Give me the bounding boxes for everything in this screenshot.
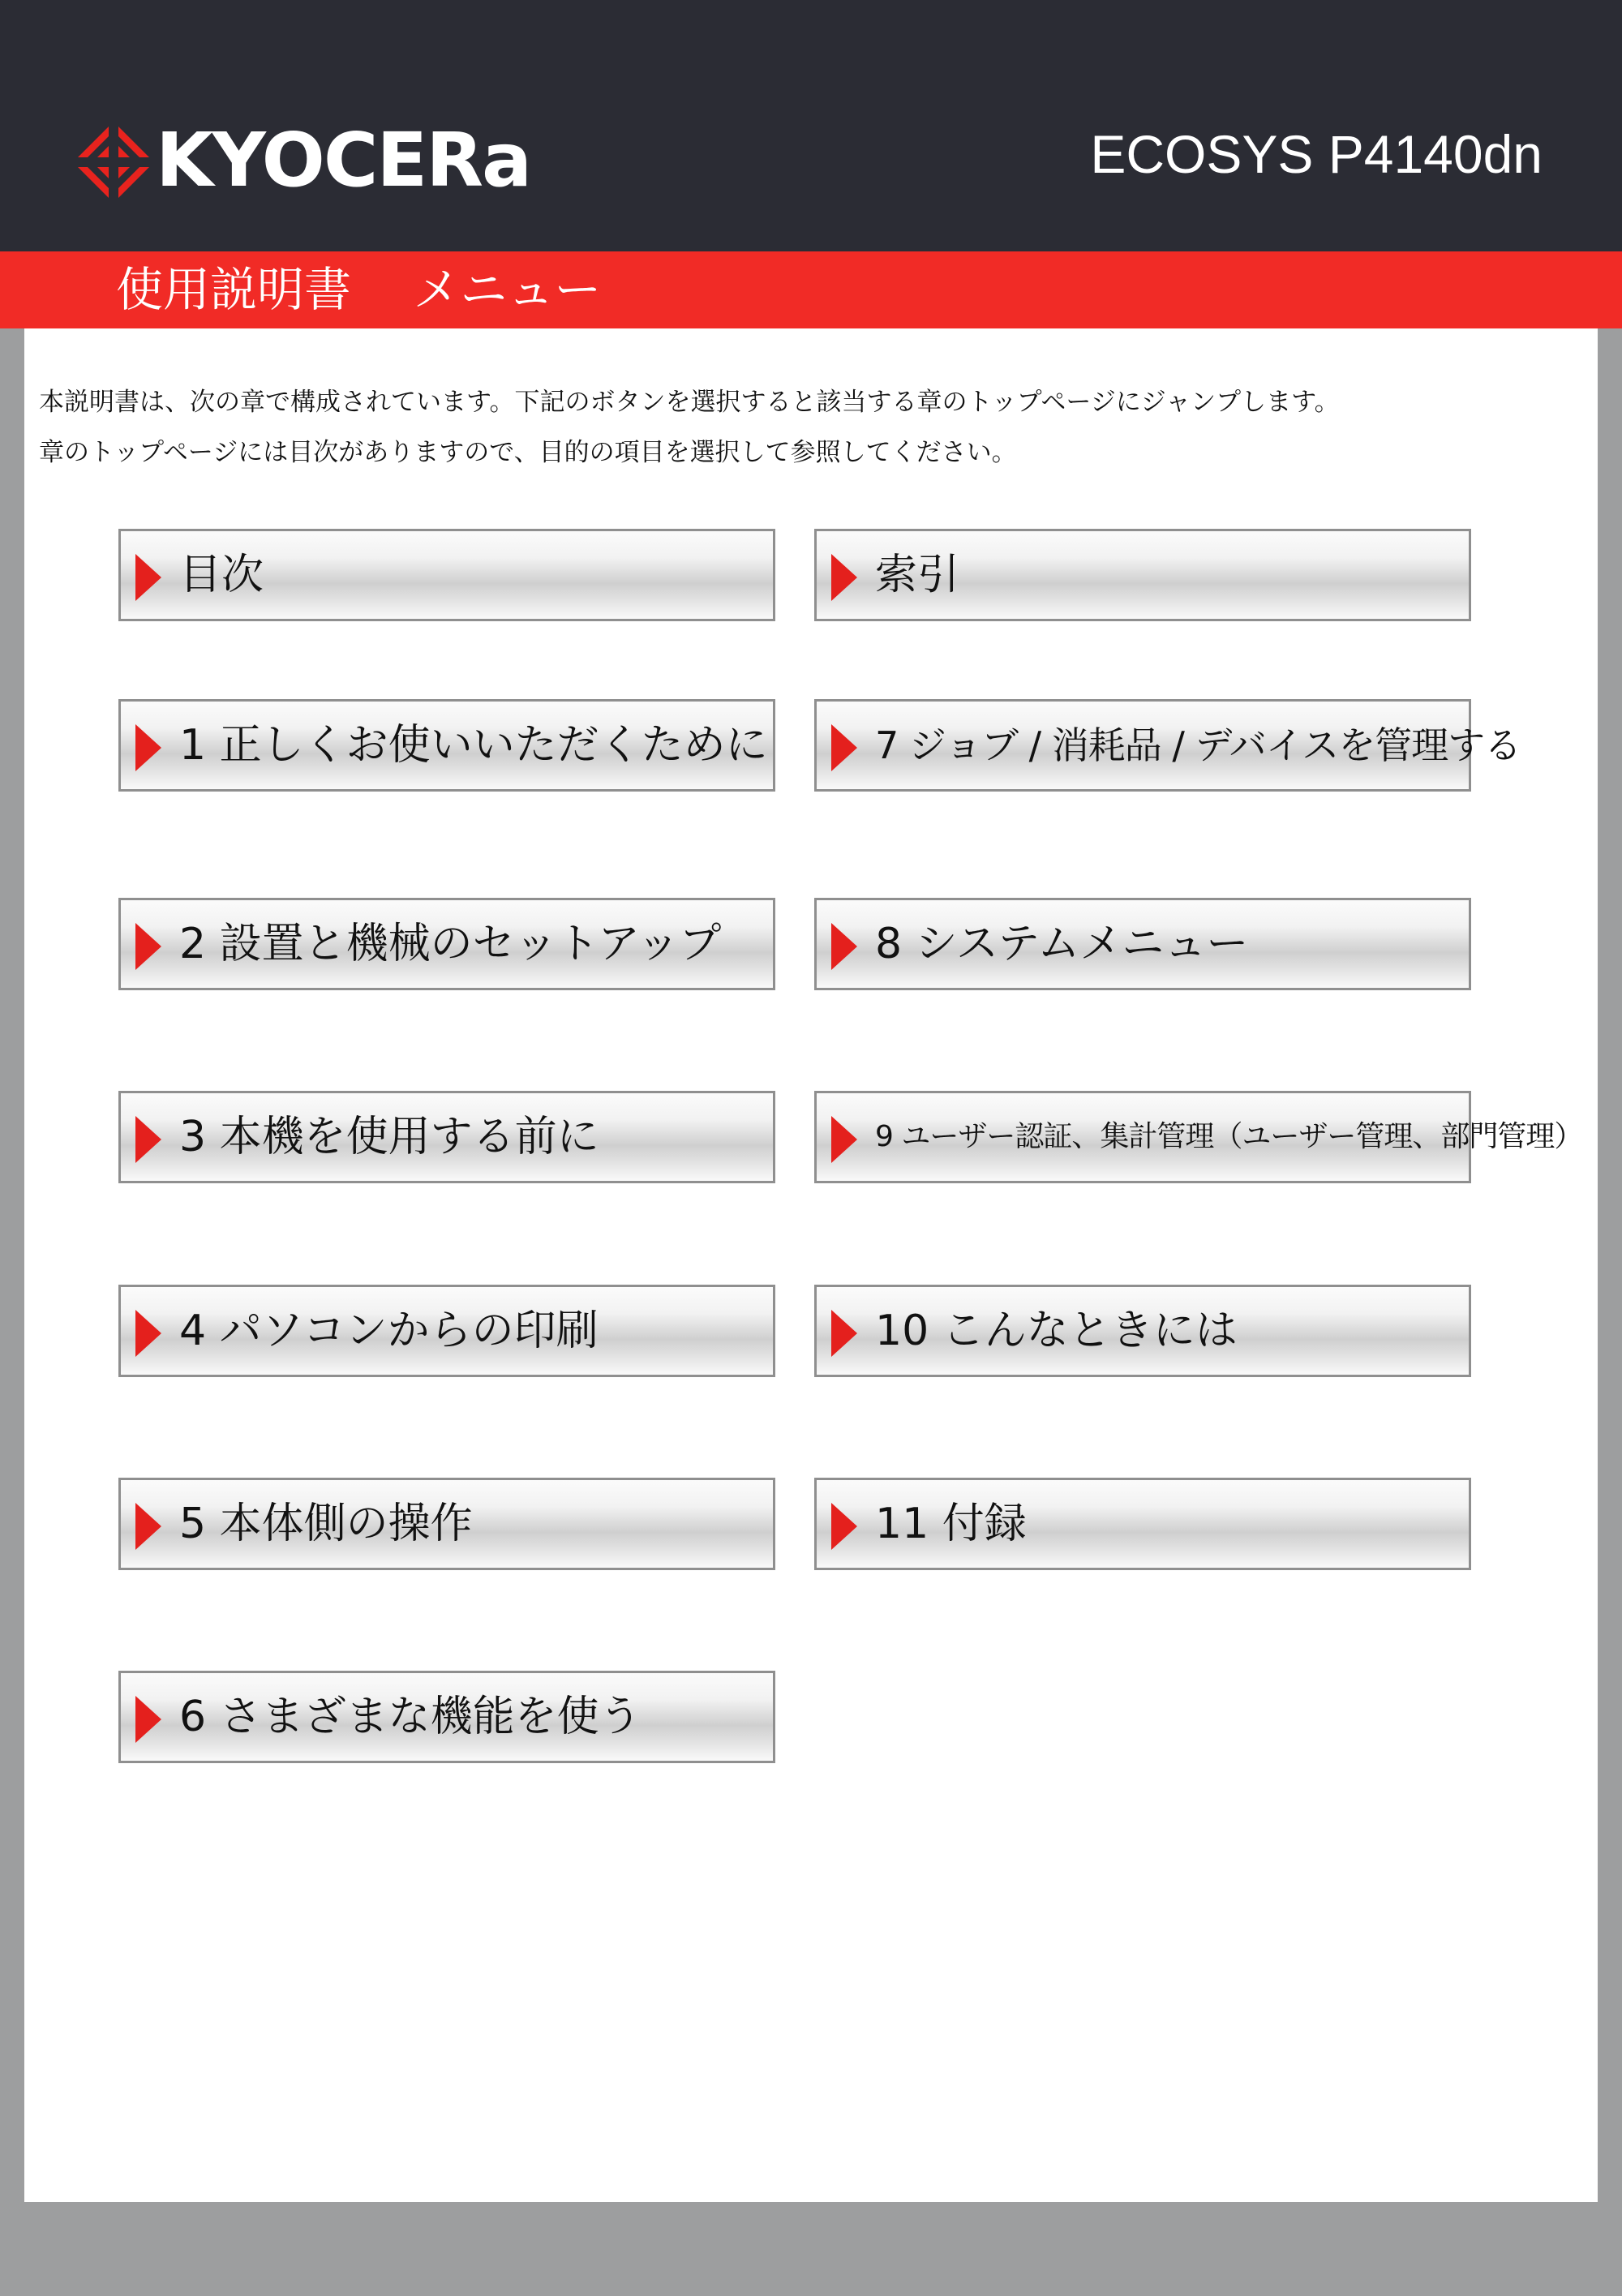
intro-line-2: 章のトップページには目次がありますので、目的の項目を選択して参照してください。 bbox=[39, 438, 1017, 467]
arrow-right-icon bbox=[135, 554, 161, 601]
arrow-right-icon bbox=[831, 554, 857, 601]
arrow-right-icon bbox=[831, 724, 857, 771]
arrow-right-icon bbox=[135, 724, 161, 771]
button-label: 6 さまざまな機能を使う bbox=[179, 1693, 642, 1741]
button-label: 8 システムメニュー bbox=[875, 920, 1249, 968]
arrow-right-icon bbox=[831, 1503, 857, 1550]
title-bar bbox=[0, 251, 1622, 328]
model-name: ECOSYS P4140dn bbox=[1090, 124, 1543, 184]
chapter-9-button[interactable] bbox=[814, 1091, 1583, 1183]
intro-text bbox=[39, 377, 1564, 478]
chapter-3-button[interactable] bbox=[118, 1091, 775, 1183]
button-label: 11 付録 bbox=[875, 1500, 1027, 1548]
button-label: 9 ユーザー認証、集計管理（ユーザー管理、部門管理） bbox=[875, 1120, 1583, 1153]
button-label: 5 本体側の操作 bbox=[179, 1500, 473, 1548]
arrow-right-icon bbox=[831, 923, 857, 970]
chapter-7-button[interactable] bbox=[814, 699, 1521, 792]
arrow-right-icon bbox=[135, 1503, 161, 1550]
arrow-right-icon bbox=[831, 1310, 857, 1357]
arrow-right-icon bbox=[135, 923, 161, 970]
arrow-right-icon bbox=[831, 1116, 857, 1163]
content-sheet bbox=[24, 328, 1598, 2202]
button-label: 2 設置と機械のセットアップ bbox=[179, 920, 722, 968]
chapter-2-button[interactable] bbox=[118, 898, 775, 990]
chapter-11-button[interactable] bbox=[814, 1478, 1471, 1570]
index-button[interactable] bbox=[814, 529, 1471, 621]
brand-wordmark: KYOCERa bbox=[156, 117, 531, 204]
intro-line-1: 本説明書は、次の章で構成されています。下記のボタンを選択すると該当する章のトップページにジャンプします。 bbox=[39, 388, 1340, 417]
chapter-4-button[interactable] bbox=[118, 1285, 775, 1377]
chapter-1-button[interactable] bbox=[118, 699, 775, 792]
chapter-8-button[interactable] bbox=[814, 898, 1471, 990]
button-label: 7 ジョブ / 消耗品 / デバイスを管理する bbox=[875, 723, 1521, 767]
chapter-5-button[interactable] bbox=[118, 1478, 775, 1570]
arrow-right-icon bbox=[135, 1116, 161, 1163]
toc-button[interactable] bbox=[118, 529, 775, 621]
button-label: 目次 bbox=[179, 551, 264, 599]
header bbox=[0, 0, 1622, 251]
page-title: 使用説明書 メニュー bbox=[116, 262, 602, 317]
button-label: 索引 bbox=[875, 551, 960, 599]
chapter-6-button[interactable] bbox=[118, 1671, 775, 1763]
button-label: 1 正しくお使いいただくために bbox=[179, 721, 768, 770]
button-label: 4 パソコンからの印刷 bbox=[179, 1307, 599, 1355]
arrow-right-icon bbox=[135, 1696, 161, 1743]
footer-band bbox=[0, 2202, 1622, 2296]
button-label: 10 こんなときには bbox=[875, 1307, 1238, 1355]
button-label: 3 本機を使用する前に bbox=[179, 1113, 599, 1161]
chapter-10-button[interactable] bbox=[814, 1285, 1471, 1377]
arrow-right-icon bbox=[135, 1310, 161, 1357]
kyocera-logo-icon bbox=[73, 122, 154, 203]
